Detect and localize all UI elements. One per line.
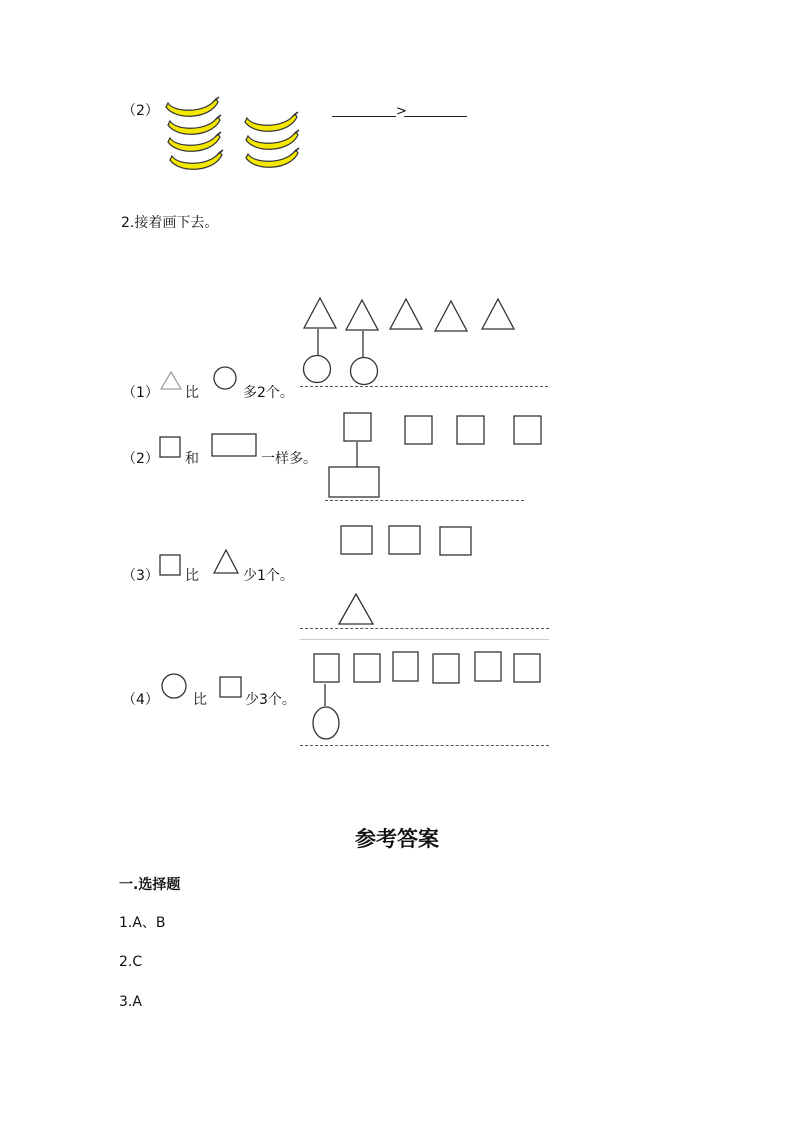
- triangle-icon: [435, 301, 467, 331]
- square-icon: [314, 654, 339, 682]
- triangle-icon: [214, 550, 238, 573]
- answer-item: 3.A: [119, 994, 142, 1010]
- item-number: （4）: [122, 692, 159, 708]
- circle-icon: [351, 358, 378, 385]
- item-number: （2）: [122, 451, 159, 467]
- answers-section-title: 一.选择题: [119, 877, 181, 893]
- answer-line[interactable]: [300, 386, 548, 387]
- square-icon: [160, 555, 180, 575]
- square-icon: [220, 677, 241, 697]
- answer-line[interactable]: [300, 628, 549, 629]
- item-text: 比: [185, 568, 199, 584]
- compare-symbol: >: [396, 104, 407, 119]
- square-icon: [514, 416, 541, 444]
- item-text: 多2个。: [243, 385, 294, 401]
- answer-item: 2.C: [119, 954, 143, 970]
- question-number: （2）: [122, 103, 159, 119]
- rectangle-icon: [329, 467, 379, 497]
- square-icon: [457, 416, 484, 444]
- item-number: （3）: [122, 568, 159, 584]
- circle-icon: [162, 674, 186, 698]
- triangle-icon: [390, 299, 422, 329]
- circle-icon: [313, 707, 339, 739]
- section-title: 2.接着画下去。: [121, 215, 219, 231]
- square-icon: [440, 527, 471, 555]
- item-text: 比: [193, 692, 207, 708]
- item-text: 一样多。: [261, 451, 317, 467]
- square-icon: [354, 654, 380, 682]
- square-icon: [341, 526, 372, 554]
- triangle-icon: [346, 300, 378, 330]
- triangle-icon: [339, 594, 373, 624]
- square-icon: [405, 416, 432, 444]
- item-text: 比: [185, 385, 199, 401]
- item-text: 少1个。: [243, 568, 294, 584]
- square-icon: [389, 526, 420, 554]
- item-text: 和: [185, 451, 199, 467]
- triangle-icon: [482, 299, 514, 329]
- square-icon: [475, 652, 501, 681]
- answer-item: 1.A、B: [119, 915, 166, 931]
- square-icon: [514, 654, 540, 682]
- answers-title: 参考答案: [355, 826, 439, 851]
- circle-icon: [304, 356, 331, 383]
- answer-line[interactable]: [300, 745, 549, 746]
- item-number: （1）: [122, 385, 159, 401]
- square-icon: [393, 652, 418, 681]
- square-icon: [160, 437, 180, 457]
- divider: [300, 639, 549, 640]
- answer-line[interactable]: [325, 500, 524, 501]
- triangle-icon: [161, 372, 181, 389]
- circle-icon: [214, 367, 236, 389]
- rectangle-icon: [212, 434, 256, 456]
- triangle-icon: [304, 298, 336, 328]
- square-icon: [433, 654, 459, 683]
- item-text: 少3个。: [245, 692, 296, 708]
- square-icon: [344, 413, 371, 441]
